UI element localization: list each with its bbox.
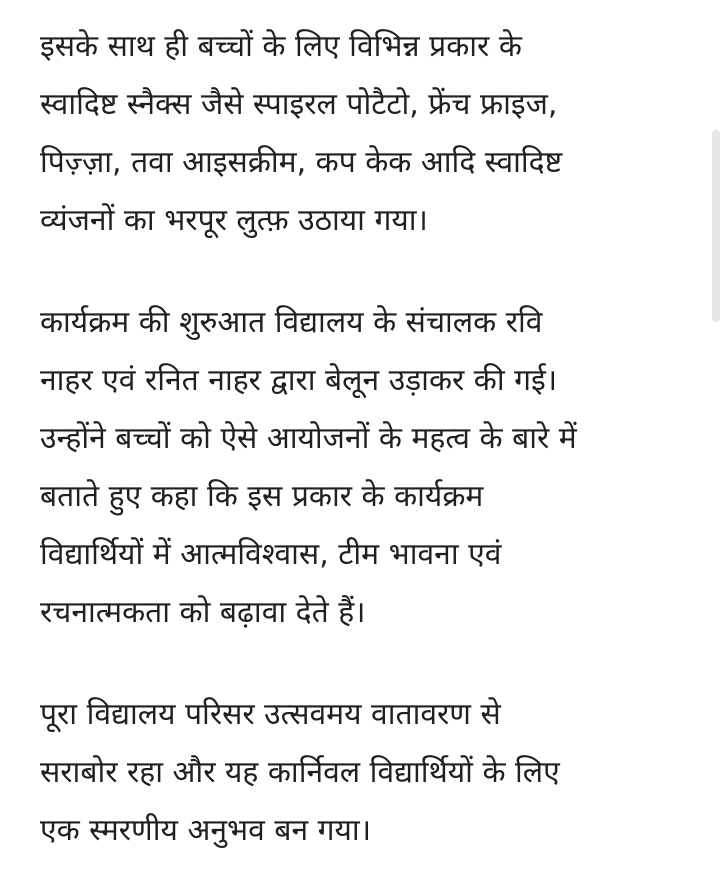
paragraph-line: व्यंजनों का भरपूर लुत्फ़ उठाया गया।	[40, 203, 428, 238]
paragraph-line: इसके साथ ही बच्चों के लिए विभिन्न प्रकार के	[40, 29, 522, 64]
paragraph-line: सराबोर रहा और यह कार्निवल विद्यार्थियों के लिए	[40, 755, 560, 790]
paragraph-line: पिज़्ज़ा, तवा आइसक्रीम, कप केक आदि स्वादिष्ट	[40, 145, 563, 180]
paragraph-conclusion	[40, 686, 700, 860]
article-body	[40, 18, 700, 860]
paragraph-line: नाहर एवं रनित नाहर द्वारा बेलून उड़ाकर की गई।	[40, 363, 558, 398]
paragraph-line: बताते हुए कहा कि इस प्रकार के कार्यक्रम	[40, 479, 484, 514]
paragraph-line: पूरा विद्यालय परिसर उत्सवमय वातावरण से	[40, 697, 501, 732]
paragraph-line: एक स्मरणीय अनुभव बन गया।	[40, 813, 372, 848]
paragraph-snacks	[40, 18, 700, 250]
paragraph-spacer	[40, 642, 700, 686]
paragraph-inauguration	[40, 294, 700, 642]
paragraph-line: रचनात्मकता को बढ़ावा देते हैं।	[40, 595, 366, 630]
paragraph-line: उन्होंने बच्चों को ऐसे आयोजनों के महत्व के बारे में	[40, 421, 577, 456]
paragraph-line: स्वादिष्ट स्नैक्स जैसे स्पाइरल पोटैटो, फ्रेंच फ्राइज,	[40, 87, 558, 122]
paragraph-line: विद्यार्थियों में आत्मविश्वास, टीम भावना एवं	[40, 537, 502, 572]
paragraph-line: कार्यक्रम की शुरुआत विद्यालय के संचालक रवि	[40, 305, 543, 340]
vertical-scrollbar[interactable]	[712, 130, 720, 322]
paragraph-spacer	[40, 250, 700, 294]
